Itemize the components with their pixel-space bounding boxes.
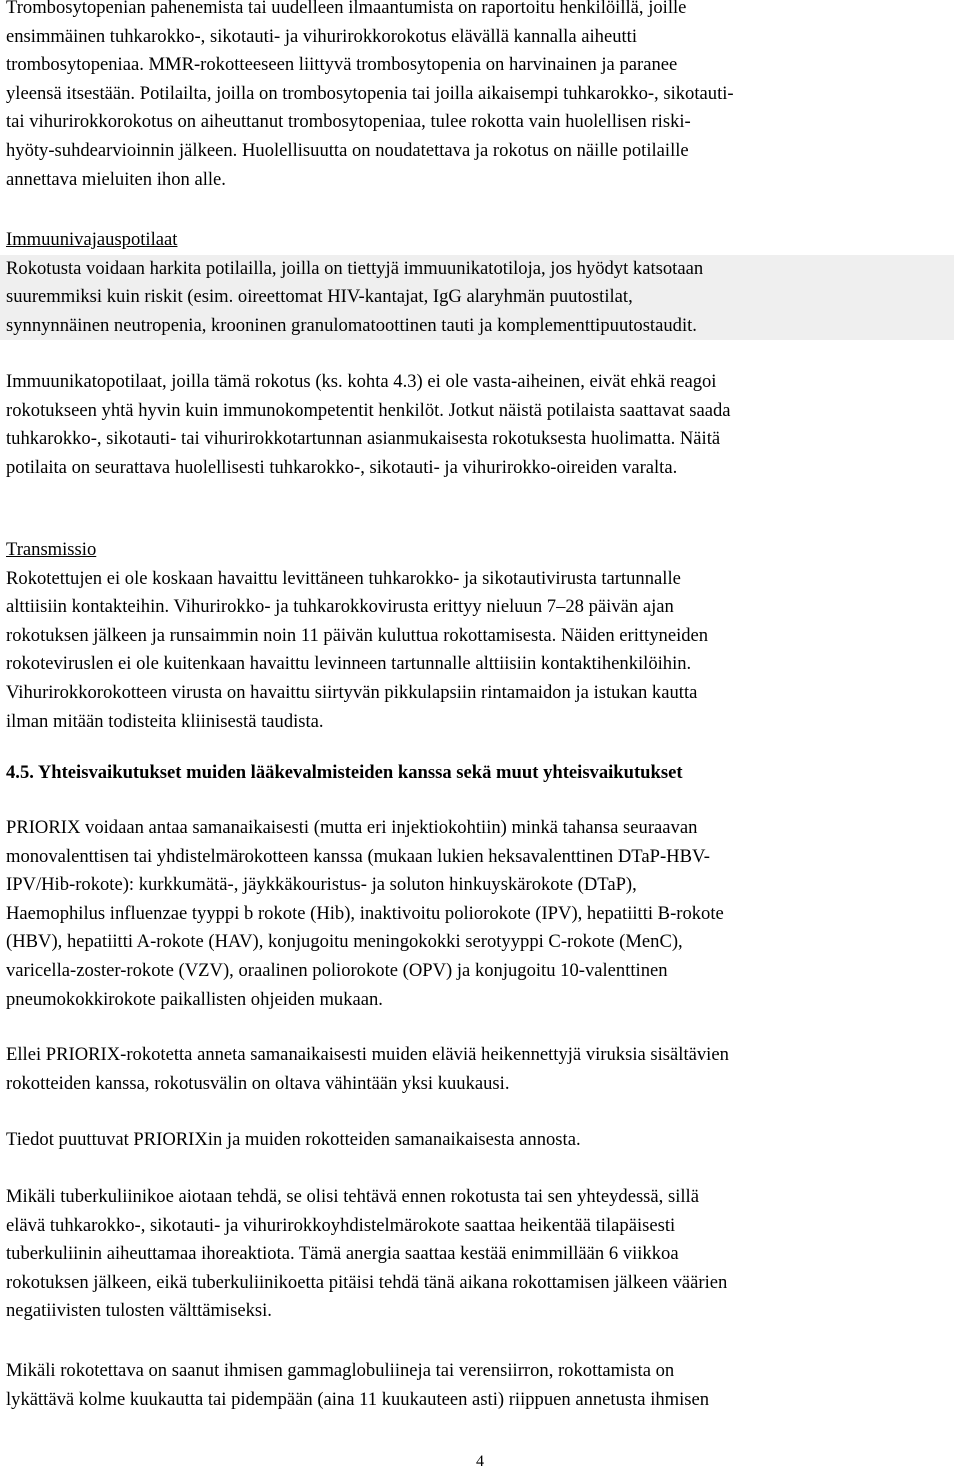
paragraph-gammaglobulin [6, 1357, 954, 1414]
text-line: rokotteiden kanssa, rokotusvälin on oltava vähintään yksi kuukausi. [6, 1072, 510, 1094]
section-transmission [6, 536, 954, 736]
text-line: trombosytopeniaa. MMR-rokotteeseen liittyvä trombosytopenia on harvinainen ja paranee [6, 54, 678, 76]
paragraph-tuberculin-test [6, 1183, 954, 1326]
text-line: varicella-zoster-rokote (VZV), oraalinen poliorokote (OPV) ja konjugoitu 10-valenttinen [6, 959, 668, 981]
text-line: rokoteviruslen ei ole kuitenkaan havaittu levinneen tartunnalle alttiisiin kontaktihenkilöihin. [6, 653, 692, 675]
section-heading-4-5: 4.5. Yhteisvaikutukset muiden lääkevalmisteiden kanssa sekä muut yhteisvaikutukset [6, 762, 683, 783]
page-number: 4 [476, 1453, 484, 1470]
section-immunodeficient [6, 226, 954, 340]
paragraph-vaccination-interval [6, 1041, 954, 1098]
text-line: Mikäli rokotettava on saanut ihmisen gammaglobuliineja tai verensiirron, rokottamista on [6, 1360, 675, 1381]
text-line: tuhkarokko-, sikotauti- tai vihurirokkotartunnan asianmukaisesta rokotuksesta huolimatta. Näitä [6, 428, 721, 450]
text-line: pneumokokkirokote paikallisten ohjeiden mukaan. [6, 988, 383, 1010]
text-line: rokotuksen jälkeen ja runsaimmin noin 11 päivän kuluttua rokottamisesta. Näiden erittyneiden [6, 624, 709, 646]
text-line: Trombosytopenian pahenemista tai uudelleen ilmaantumista on raportoitu henkilöillä, joille [6, 0, 687, 18]
paragraph-thrombocytopenia [6, 0, 954, 194]
paragraph-transmission [6, 565, 954, 737]
text-line: (HBV), hepatiitti A-rokote (HAV), konjugoitu meningokokki serotyyppi C-rokote (MenC), [6, 931, 683, 953]
paragraph-priorix-coadministration [6, 814, 954, 1014]
text-line: Haemophilus influenzae tyyppi b rokote (Hib), inaktivoitu poliorokote (IPV), hepatiitti B-rokote [6, 902, 724, 924]
text-line: hyöty-suhdearvioinnin jälkeen. Huolellisuutta on noudatettava ja rokotus on näille potilaille [6, 139, 689, 161]
text-line: lykättävä kolme kuukautta tai pidempään (aina 11 kuukauteen asti) riippuen annetusta ihmisen [6, 1388, 710, 1410]
text-line: Immuunikatopotilaat, joilla tämä rokotus (ks. kohta 4.3) ei ole vasta-aiheinen, eivät ehkä reagoi [6, 371, 717, 392]
subheading-transmission: Transmissio [6, 539, 97, 560]
paragraph-no-data [6, 1126, 954, 1155]
text-line: Ellei PRIORIX-rokotetta anneta samanaikaisesti muiden eläviä heikennettyjä viruksia sisältävien [6, 1044, 729, 1065]
text-line: potilaita on seurattava huolellisesti tuhkarokko-, sikotauti- ja vihurirokko-oireiden varalta. [6, 456, 678, 478]
text-line: ilman mitään todisteita kliinisestä taudista. [6, 710, 324, 732]
text-line: synnynnäinen neutropenia, krooninen granulomatoottinen tauti ja komplementtipuutostaudit. [6, 314, 697, 336]
text-line: negatiivisten tulosten välttämiseksi. [6, 1300, 272, 1322]
text-line: Rokotusta voidaan harkita potilailla, joilla on tiettyjä immuunikatotiloja, jos hyödyt katsotaan [6, 257, 704, 279]
text-line: elävä tuhkarokko-, sikotauti- ja vihurirokkoyhdistelmärokote saattaa heikentää tilapäisesti [6, 1214, 676, 1236]
text-line: annettava mieluiten ihon alle. [6, 168, 226, 190]
text-line: Vihurirokkorokotteen virusta on havaittu siirtyvän pikkulapsiin rintamaidon ja istukan kautta [6, 681, 698, 703]
text-line: Rokotettujen ei ole koskaan havaittu levittäneen tuhkarokko- ja sikotautivirusta tartunnalle [6, 567, 681, 589]
subheading-immunodeficient: Immuunivajauspotilaat [6, 229, 178, 250]
paragraph-immunodeficient [0, 255, 954, 341]
text-line: tuberkuliinin aiheuttamaa ihoreaktiota. Tämä anergia saattaa kestää enimmillään 6 viikkoa [6, 1243, 679, 1265]
text-line: suuremmiksi kuin riskit (esim. oireettomat HIV-kantajat, IgG alaryhmän puutostilat, [6, 286, 633, 308]
text-line: ensimmäinen tuhkarokko-, sikotauti- ja vihurirokkorokotus elävällä kannalla aiheutti [6, 25, 637, 47]
text-line: alttiisiin kontakteihin. Vihurirokko- ja tuhkarokkovirusta erittyy nieluun 7‒28 päivän ajan [6, 596, 674, 618]
text-line: tai vihurirokkorokotus on aiheuttanut trombosytopeniaa, tulee rokotta vain huolellisen riski- [6, 111, 691, 133]
text-line: PRIORIX voidaan antaa samanaikaisesti (mutta eri injektiokohtiin) minkä tahansa seuraavan [6, 817, 698, 838]
text-line: yleensä itsestään. Potilailta, joilla on trombosytopenia tai joilla aikaisempi tuhkarokko-, sikotauti- [6, 82, 734, 104]
paragraph-immunocompromised [6, 368, 954, 482]
text-line: Tiedot puuttuvat PRIORIXin ja muiden rokotteiden samanaikaisesta annosta. [6, 1129, 581, 1150]
text-line: Mikäli tuberkuliinikoe aiotaan tehdä, se olisi tehtävä ennen rokotusta tai sen yhteydessä, sillä [6, 1186, 699, 1207]
text-line: IPV/Hib-rokote): kurkkumätä-, jäykkäkouristus- ja soluton hinkuyskärokote (DTaP), [6, 874, 637, 896]
text-line: monovalenttisen tai yhdistelmärokotteen kanssa (mukaan lukien heksavalenttinen DTaP-HBV- [6, 845, 710, 867]
text-line: rokotukseen yhtä hyvin kuin immunokompetentit henkilöt. Jotkut näistä potilaista saattavat saada [6, 399, 731, 421]
text-line: rokotuksen jälkeen, eikä tuberkuliinikoetta pitäisi tehdä tänä aikana rokottamisen jälkeen väärien [6, 1271, 728, 1293]
